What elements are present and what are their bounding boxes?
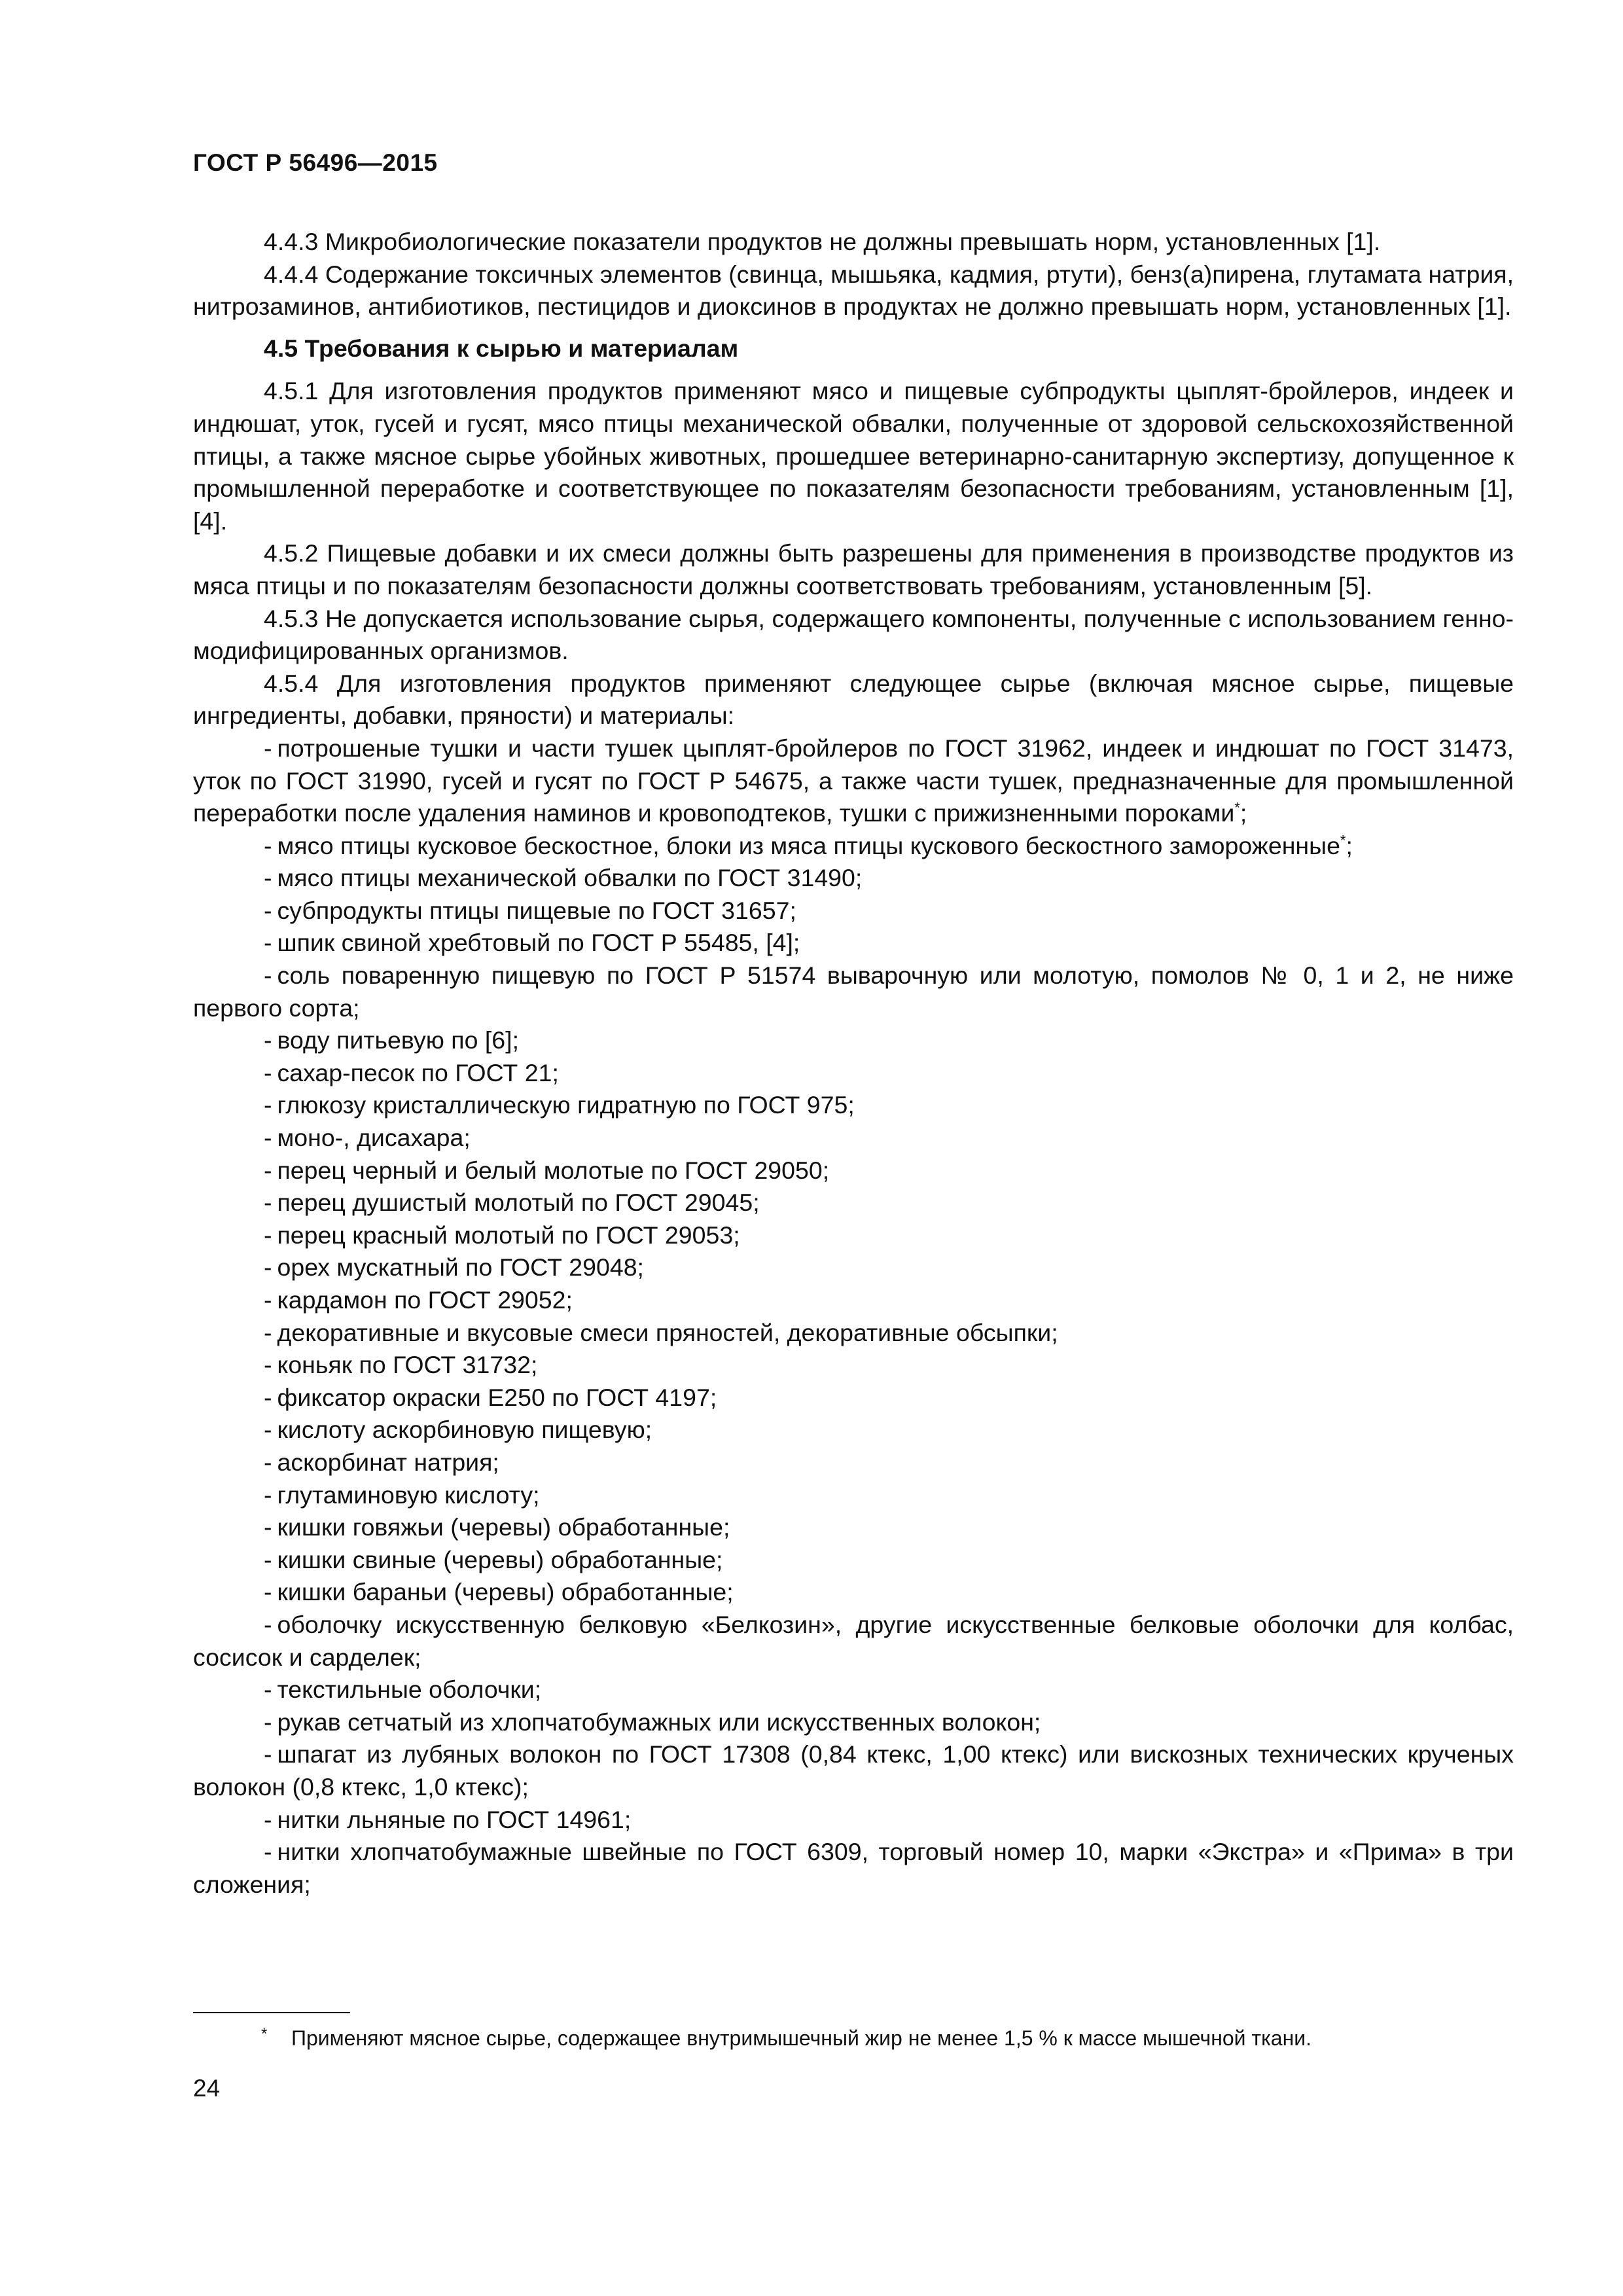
list-dash: -: [264, 1838, 272, 1866]
list-dash: -: [264, 1221, 272, 1249]
document-code-header: ГОСТ Р 56496—2015: [193, 149, 438, 176]
footnote-mark: *: [261, 2025, 268, 2043]
list-dash: -: [264, 1318, 272, 1346]
list-dash: -: [264, 1513, 272, 1541]
list-dash: -: [264, 1480, 272, 1509]
list-dash: -: [264, 1351, 272, 1379]
list-dash: -: [264, 1058, 272, 1086]
list-dash: -: [264, 1253, 272, 1282]
footnote-reference: *: [1234, 799, 1240, 816]
list-dash: -: [264, 831, 272, 859]
list-dash: -: [264, 1740, 272, 1768]
list-dash: -: [264, 929, 272, 957]
list-dash: -: [264, 1708, 272, 1736]
list-dash: -: [264, 734, 272, 762]
document-body: [193, 226, 1514, 1901]
list-item: - фиксатор окраски Е250 по ГОСТ 4197;: [264, 1383, 717, 1411]
list-dash: -: [264, 1610, 272, 1638]
footnote: [261, 2025, 1312, 2051]
materials-list: [193, 732, 1514, 1901]
list-item: - сахар-песок по ГОСТ 21;: [264, 1058, 559, 1086]
footnote-separator: [193, 2012, 350, 2013]
list-dash: -: [264, 1416, 272, 1444]
paragraph-4-5-3: 4.5.3 Не допускается использование сырья, содержащего компоненты, полученные с использованием генно-модифицированных организмов.: [193, 604, 1514, 665]
list-item: - перец красный молотый по ГОСТ 29053;: [264, 1221, 740, 1249]
list-item: - шпик свиной хребтовый по ГОСТ Р 55485, [4];: [264, 929, 800, 957]
list-item: - соль поваренную пищевую по ГОСТ Р 51574 выварочную или молотую, помолов № 0, 1 и 2, не ниже первого сорта;: [193, 961, 1514, 1022]
list-item: - мясо птицы механической обвалки по ГОСТ 31490;: [264, 864, 863, 892]
list-item: - кислоту аскорбиновую пищевую;: [264, 1416, 652, 1444]
page-number: 24: [193, 2075, 221, 2102]
list-item: - перец душистый молотый по ГОСТ 29045;: [264, 1189, 760, 1217]
paragraph-4-4-4: 4.4.4 Содержание токсичных элементов (свинца, мышьяка, кадмия, ртути), бенз(а)пирена, глутамата натрия, нитрозаминов, антибиотиков, пестицидов и диоксинов в продуктах не должно превышать норм, установленных [1].: [193, 260, 1514, 321]
list-item: - рукав сетчатый из хлопчатобумажных или искусственных волокон;: [264, 1708, 1041, 1736]
list-item: - орех мускатный по ГОСТ 29048;: [264, 1253, 644, 1282]
list-item: - шпагат из лубяных волокон по ГОСТ 17308 (0,84 ктекс, 1,00 ктекс) или вискозных технических крученых волокон (0,8 ктекс, 1,0 ктекс);: [193, 1740, 1514, 1801]
list-dash: -: [264, 1091, 272, 1119]
list-item: - глутаминовую кислоту;: [264, 1480, 540, 1509]
list-dash: -: [264, 1448, 272, 1476]
footnote-reference: *: [1340, 832, 1346, 849]
paragraph-4-5-1: 4.5.1 Для изготовления продуктов применяют мясо и пищевые субпродукты цыплят-бройлеров, индеек и индюшат, уток, гусей и гусят, мясо птицы механической обвалки, полученные от здоровой сельскохозяйственной птицы, а также мясное сырье убойных животных, прошедшее ветеринарно-санитарную экспертизу, допущенное к промышленной переработке и соответствующее по показателям безопасности требованиям, установленным [1], [4].: [193, 377, 1514, 535]
list-dash: -: [264, 1383, 272, 1411]
list-item: - нитки хлопчатобумажные швейные по ГОСТ 6309, торговый номер 10, марки «Экстра» и «Прима» в три сложения;: [193, 1838, 1514, 1898]
list-dash: -: [264, 1156, 272, 1184]
paragraph-4-5-2: 4.5.2 Пищевые добавки и их смеси должны быть разрешены для применения в производстве продуктов из мяса птицы и по показателям безопасности должны соответствовать требованиям, установленным [5].: [193, 539, 1514, 600]
list-dash: -: [264, 1578, 272, 1606]
list-item: - глюкозу кристаллическую гидратную по ГОСТ 975;: [264, 1091, 855, 1119]
section-title-4-5: 4.5 Требования к сырью и материалам: [264, 334, 739, 362]
list-item: - кишки свиные (черевы) обработанные;: [264, 1545, 723, 1573]
list-item: - потрошеные тушки и части тушек цыплят-бройлеров по ГОСТ 31962, индеек и индюшат по ГОСТ 31473, уток по ГОСТ 31990, гусей и гусят по ГОСТ Р 54675, а также части тушек, предназначенные для промышленной переработки после удаления наминов и кровоподтеков, тушки с прижизненными пороками*;: [193, 734, 1514, 827]
paragraph-4-4-3: 4.4.3 Микробиологические показатели продуктов не должны превышать норм, установленных [1].: [264, 228, 1381, 255]
list-item: - моно-, дисахара;: [264, 1124, 471, 1152]
list-item: - воду питьевую по [6];: [264, 1026, 519, 1054]
list-item: - субпродукты птицы пищевые по ГОСТ 31657;: [264, 896, 796, 924]
list-item: - кардамон по ГОСТ 29052;: [264, 1286, 573, 1314]
list-item: - кишки бараньи (черевы) обработанные;: [264, 1578, 734, 1606]
list-dash: -: [264, 1545, 272, 1573]
list-item: - декоративные и вкусовые смеси пряностей, декоративные обсыпки;: [264, 1318, 1058, 1346]
list-item: - текстильные оболочки;: [264, 1676, 542, 1704]
list-item: - аскорбинат натрия;: [264, 1448, 499, 1476]
footnote-text: Применяют мясное сырье, содержащее внутримышечный жир не менее 1,5 % к массе мышечной ткани.: [291, 2026, 1312, 2050]
list-dash: -: [264, 1026, 272, 1054]
list-dash: -: [264, 864, 272, 892]
list-dash: -: [264, 896, 272, 924]
list-item: - кишки говяжьи (черевы) обработанные;: [264, 1513, 730, 1541]
list-dash: -: [264, 1189, 272, 1217]
list-dash: -: [264, 1286, 272, 1314]
list-item: - коньяк по ГОСТ 31732;: [264, 1351, 538, 1379]
list-dash: -: [264, 1676, 272, 1704]
list-dash: -: [264, 1124, 272, 1152]
list-item: - оболочку искусственную белковую «Белкозин», другие искусственные белковые оболочки для колбас, сосисок и сарделек;: [193, 1610, 1514, 1671]
list-item: - нитки льняные по ГОСТ 14961;: [264, 1805, 632, 1833]
list-dash: -: [264, 1805, 272, 1833]
list-item: - перец черный и белый молотые по ГОСТ 29050;: [264, 1156, 830, 1184]
list-item: - мясо птицы кусковое бескостное, блоки из мяса птицы кускового бескостного замороженные*;: [264, 831, 1353, 859]
paragraph-4-5-4: 4.5.4 Для изготовления продуктов применяют следующее сырье (включая мясное сырье, пищевые ингредиенты, добавки, пряности) и материалы:: [193, 669, 1514, 730]
list-dash: -: [264, 961, 272, 990]
